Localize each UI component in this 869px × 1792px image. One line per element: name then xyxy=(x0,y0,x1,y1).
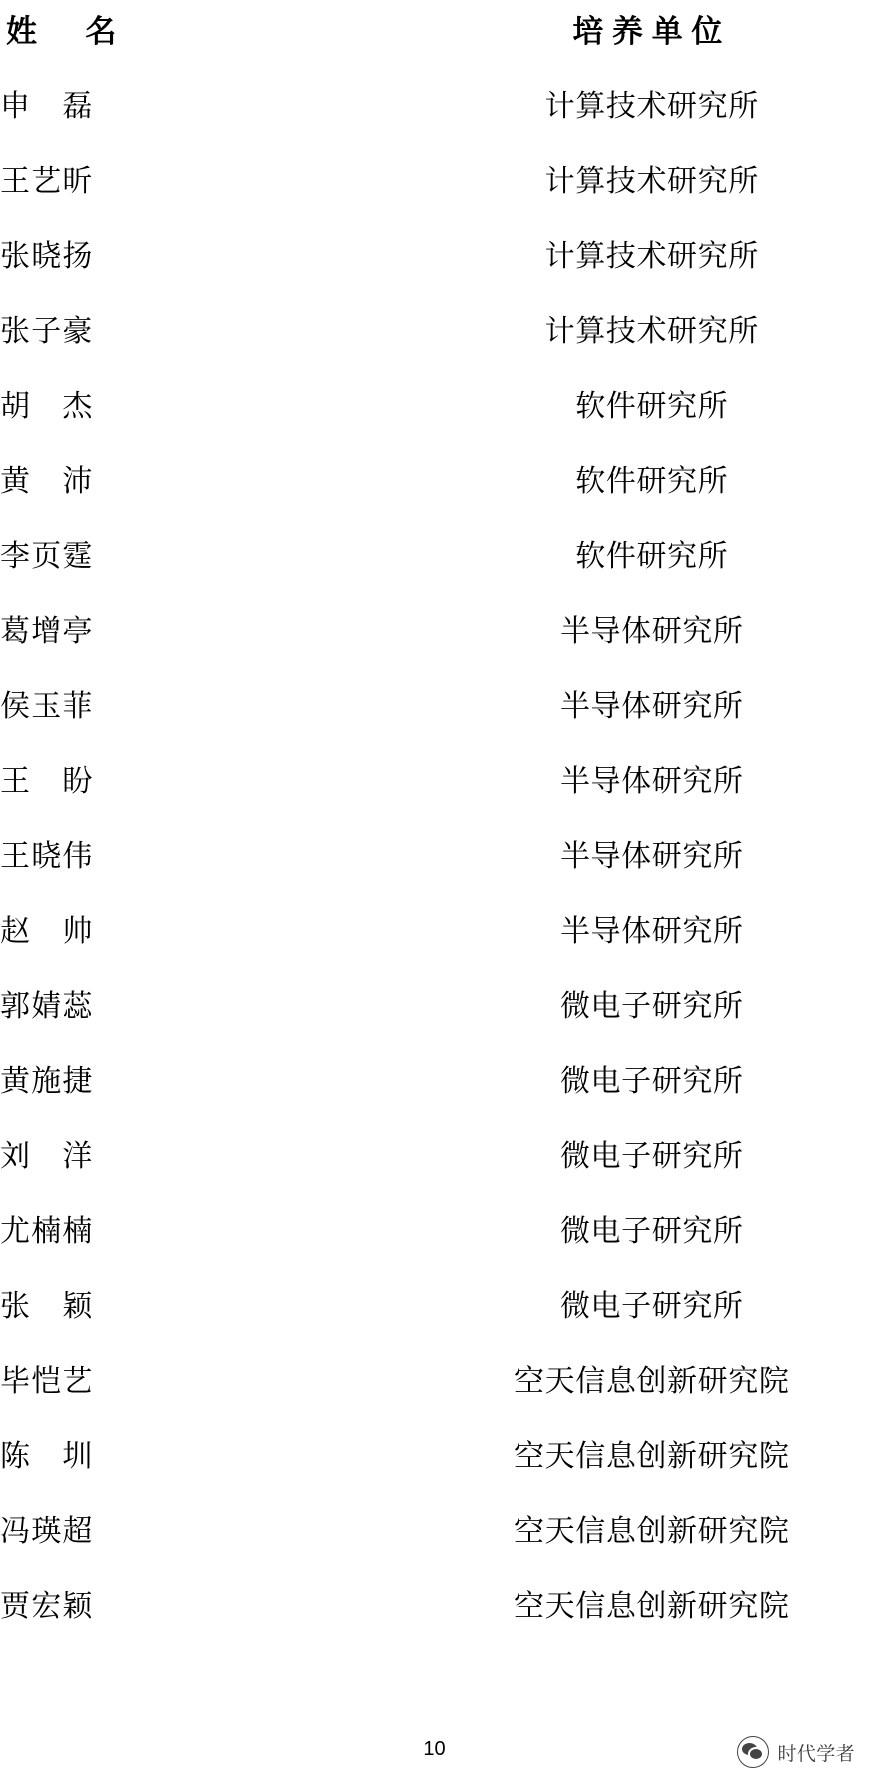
table-row xyxy=(0,890,869,965)
cell-unit: 半导体研究所 xyxy=(559,839,744,873)
table-row xyxy=(0,365,869,440)
table-row xyxy=(0,590,869,665)
cell-name: 黄 沛 xyxy=(0,464,94,498)
cell-unit: 软件研究所 xyxy=(575,389,729,423)
cell-name: 张 颖 xyxy=(0,1289,94,1323)
table-row xyxy=(0,965,869,1040)
cell-name: 王晓伟 xyxy=(0,839,94,873)
cell-unit: 空天信息创新研究院 xyxy=(514,1439,790,1473)
wechat-watermark xyxy=(737,1736,855,1768)
cell-name: 胡 杰 xyxy=(0,389,94,423)
cell-unit: 微电子研究所 xyxy=(559,1139,744,1173)
cell-name: 张晓扬 xyxy=(0,239,94,273)
cell-name: 王 盼 xyxy=(0,764,94,798)
cell-name: 刘 洋 xyxy=(0,1139,94,1173)
table-row xyxy=(0,1565,869,1640)
table-row xyxy=(0,290,869,365)
table-row xyxy=(0,1265,869,1340)
table-row xyxy=(0,1190,869,1265)
cell-name: 郭婧蕊 xyxy=(0,989,94,1023)
cell-unit: 半导体研究所 xyxy=(559,914,744,948)
table-row xyxy=(0,515,869,590)
cell-name: 贾宏颖 xyxy=(0,1589,94,1623)
table-row xyxy=(0,215,869,290)
cell-unit: 微电子研究所 xyxy=(559,1214,744,1248)
page-footer xyxy=(0,1736,869,1784)
cell-unit: 微电子研究所 xyxy=(559,1289,744,1323)
cell-unit: 计算技术研究所 xyxy=(544,164,759,198)
table-row xyxy=(0,1115,869,1190)
roster-table-body xyxy=(0,65,869,1640)
cell-unit: 半导体研究所 xyxy=(559,614,744,648)
table-row xyxy=(0,1040,869,1115)
table-row xyxy=(0,1490,869,1565)
cell-unit: 软件研究所 xyxy=(575,464,729,498)
cell-name: 赵 帅 xyxy=(0,914,94,948)
cell-unit: 半导体研究所 xyxy=(559,689,744,723)
cell-name: 尤楠楠 xyxy=(0,1214,94,1248)
cell-name: 王艺昕 xyxy=(0,164,94,198)
cell-name: 李页霆 xyxy=(0,539,94,573)
cell-name: 葛增亭 xyxy=(0,614,94,648)
column-header-unit: 培养单位 xyxy=(572,14,732,50)
cell-unit: 计算技术研究所 xyxy=(544,239,759,273)
column-header-name: 姓 名 xyxy=(6,14,126,50)
cell-name: 冯瑛超 xyxy=(0,1514,94,1548)
table-row xyxy=(0,665,869,740)
table-row xyxy=(0,440,869,515)
cell-name: 侯玉菲 xyxy=(0,689,94,723)
cell-unit: 半导体研究所 xyxy=(559,764,744,798)
cell-name: 毕恺艺 xyxy=(0,1364,94,1398)
cell-unit: 软件研究所 xyxy=(575,539,729,573)
table-row xyxy=(0,740,869,815)
cell-unit: 微电子研究所 xyxy=(559,989,744,1023)
table-row xyxy=(0,65,869,140)
cell-unit: 计算技术研究所 xyxy=(544,314,759,348)
cell-unit: 空天信息创新研究院 xyxy=(514,1364,790,1398)
cell-name: 黄施捷 xyxy=(0,1064,94,1098)
table-row xyxy=(0,140,869,215)
table-header-row xyxy=(0,0,869,65)
cell-name: 陈 圳 xyxy=(0,1439,94,1473)
cell-unit: 空天信息创新研究院 xyxy=(514,1514,790,1548)
cell-unit: 计算技术研究所 xyxy=(544,89,759,123)
page-number: 10 xyxy=(423,1738,446,1760)
wechat-account-name: 时代学者 xyxy=(777,1742,855,1765)
cell-unit: 空天信息创新研究院 xyxy=(514,1589,790,1623)
cell-name: 张子豪 xyxy=(0,314,94,348)
table-row xyxy=(0,815,869,890)
cell-name: 申 磊 xyxy=(0,89,94,123)
table-row xyxy=(0,1340,869,1415)
cell-unit: 微电子研究所 xyxy=(559,1064,744,1098)
wechat-logo-icon xyxy=(737,1736,769,1768)
table-row xyxy=(0,1415,869,1490)
